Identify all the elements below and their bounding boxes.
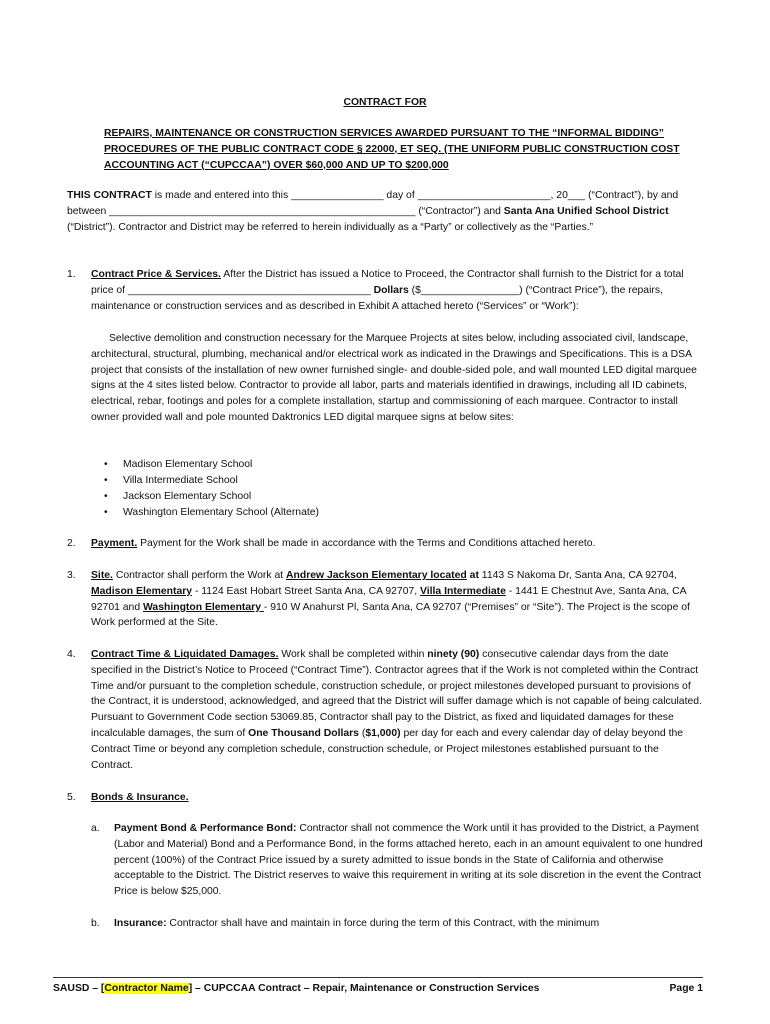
- intro-text: is made and entered into this ________________ day of _______________________, 20___ (“Contract”), by and between _____________________________________________________ (“Contractor”) and: [67, 190, 679, 217]
- site-name: Villa Intermediate: [420, 585, 506, 597]
- section-site: [91, 568, 703, 631]
- site-address: 1143 S Nakoma Dr, Santa Ana, CA 92704: [478, 570, 674, 581]
- section-number: 5.: [67, 792, 76, 803]
- site-name: Madison Elementary: [91, 585, 193, 597]
- days-count: ninety (90): [427, 649, 480, 660]
- bullet-icon: •: [104, 475, 108, 486]
- subsection-letter: b.: [91, 918, 100, 929]
- section-label: Contract Price & Services.: [91, 269, 221, 280]
- bullet-icon: •: [104, 459, 108, 470]
- section-number: 1.: [67, 269, 76, 280]
- section-bonds: [91, 790, 703, 806]
- subsection-letter: a.: [91, 823, 100, 834]
- section-text: ($_________________) (“Contract Price”), the repairs, maintenance or construction services and as described in Exhibit A attached hereto (“Services” or “Work”):: [91, 284, 663, 312]
- separator: (: [358, 727, 366, 739]
- section-text: Work shall be completed within: [278, 649, 428, 660]
- district-name: Santa Ana Unified School District: [503, 205, 669, 217]
- section-text: consecutive calendar days from the date specified in the District’s Notice to Proceed (“Contract Time”). Contractor agrees that if the Work is not completed within the Contract Time and/or pursuant to the completion schedule, construction schedule, or project milestones developed pursuant to provisions of the Contract, it is understood, acknowledged, and agreed that the District will suffer damage which is not capable of being calculated. Pursuant to Government Code section 53069.85, Contractor shall pay to the District, as fixed and liquidated damages for these incalculable damages, the sum of: [91, 649, 702, 739]
- footer-title: [53, 983, 539, 994]
- section-contract-time: [91, 647, 703, 773]
- separator: ,: [673, 570, 677, 581]
- page-number: Page 1: [669, 983, 703, 994]
- section-text: Payment for the Work shall be made in accordance with the Terms and Conditions attached hereto.: [137, 538, 596, 549]
- subsection-label: Insurance:: [114, 918, 167, 929]
- site-name: Villa Intermediate School: [123, 475, 238, 486]
- site-address: - 1124 East Hobart Street Santa Ana, CA 92707,: [192, 585, 421, 597]
- section-number: 3.: [67, 570, 76, 581]
- subsection-text: Contractor shall not commence the Work until it has provided to the District, a Payment (Labor and Material) Bond and a Performance Bond, in the forms attached hereto, each in an amount equivalent to one hundred percent (100%) of the Contract Price issued by a surety admitted to issue bonds in the State of California and otherwise acceptable to the District. The District reserves to waive this requirement in writing at its sole discretion in the event the Contract Price is below $25,000.: [114, 823, 703, 898]
- damages-amount: One Thousand Dollars: [248, 727, 359, 739]
- subsection-label: Payment Bond & Performance Bond:: [114, 823, 297, 834]
- section-label: Contract Time & Liquidated Damages.: [91, 649, 279, 660]
- footer-prefix: SAUSD – [: [53, 983, 105, 994]
- bullet-icon: •: [104, 491, 108, 502]
- intro-text: (“District”). Contractor and District may be referred to herein individually as a “Party” or collectively as the “Parties.”: [67, 221, 594, 233]
- site-name: Andrew Jackson Elementary located: [286, 570, 467, 581]
- intro-paragraph: [67, 188, 707, 235]
- contract-title: CONTRACT FOR: [343, 97, 427, 108]
- section-label: Payment.: [91, 538, 138, 549]
- section-text: per day for each and every calendar day of delay beyond the Contract Time or beyond any completion schedule, construction schedule, or Project milestones established pursuant to the Contract.: [91, 727, 684, 771]
- intro-lead: THIS CONTRACT: [67, 190, 152, 201]
- site-address: - 1441 E Chestnut Ave, Santa Ana, CA 92701 and: [91, 585, 686, 613]
- scope-paragraph: Selective demolition and construction necessary for the Marquee Projects at sites below, including associated civil, landscape, architectural, structural, plumbing, mechanical and/or electrical work as indicated in the Drawings and Specifications. This is a DSA project that consists of the installation of new owner furnished single- and double-sided pole, and wall mounted LED digital marquee signs at the 4 sites listed below. Contractor to provide all labor, parts and materials identified in drawings, including all ID cabinets, electrical, rebar, footings and poles for a complete installation, startup and commissioning of each marquee. Contractor to install owner provided wall and pole mounted Daktronics LED digital marquee signs at below sites:: [91, 333, 697, 423]
- section-payment: [91, 536, 703, 552]
- bullet-icon: •: [104, 507, 108, 518]
- site-name: Washington Elementary: [143, 601, 264, 613]
- subsection-bonds: [114, 821, 704, 900]
- heading-line: PROCEDURES OF THE PUBLIC CONTRACT CODE § 22000, ET SEQ. (THE UNIFORM PUBLIC CONSTRUCTION COST: [104, 143, 680, 155]
- heading-line: ACCOUNTING ACT (“CUPCCAA”) OVER $60,000 AND UP TO $200,000: [104, 159, 449, 171]
- contract-heading: [104, 126, 704, 173]
- section-contract-price: [91, 267, 703, 314]
- contractor-name-field[interactable]: Contractor Name: [104, 983, 189, 994]
- section-label: Site.: [91, 570, 113, 581]
- footer-divider: [53, 977, 703, 978]
- section-text: After the District has issued a Notice to Proceed, the Contractor shall furnish to the District for a total price of __________________________________________: [91, 269, 684, 296]
- footer-suffix: ] – CUPCCAA Contract – Repair, Maintenance or Construction Services: [188, 983, 540, 994]
- site-name: Washington Elementary School (Alternate): [123, 507, 319, 518]
- section-number: 4.: [67, 649, 76, 660]
- dollars-label: Dollars: [373, 284, 409, 296]
- section-text: Contractor shall perform the Work at: [112, 570, 287, 581]
- site-at: at: [466, 570, 479, 581]
- damages-amount-number: $1,000): [365, 727, 401, 739]
- subsection-insurance: [114, 916, 704, 932]
- subsection-text: Contractor shall have and maintain in force during the term of this Contract, with the minimum: [166, 918, 600, 929]
- heading-line: REPAIRS, MAINTENANCE OR CONSTRUCTION SERVICES AWARDED PURSUANT TO THE “INFORMAL BIDDING”: [104, 128, 664, 139]
- section-number: 2.: [67, 538, 76, 549]
- site-name: Madison Elementary School: [123, 459, 253, 470]
- section-label: Bonds & Insurance.: [91, 792, 189, 803]
- site-address: - 910 W Anahurst Pl, Santa Ana, CA 92707 (“Premises” or “Site”). The Project is the scope of Work performed at the Site.: [91, 601, 690, 629]
- site-name: Jackson Elementary School: [123, 491, 252, 502]
